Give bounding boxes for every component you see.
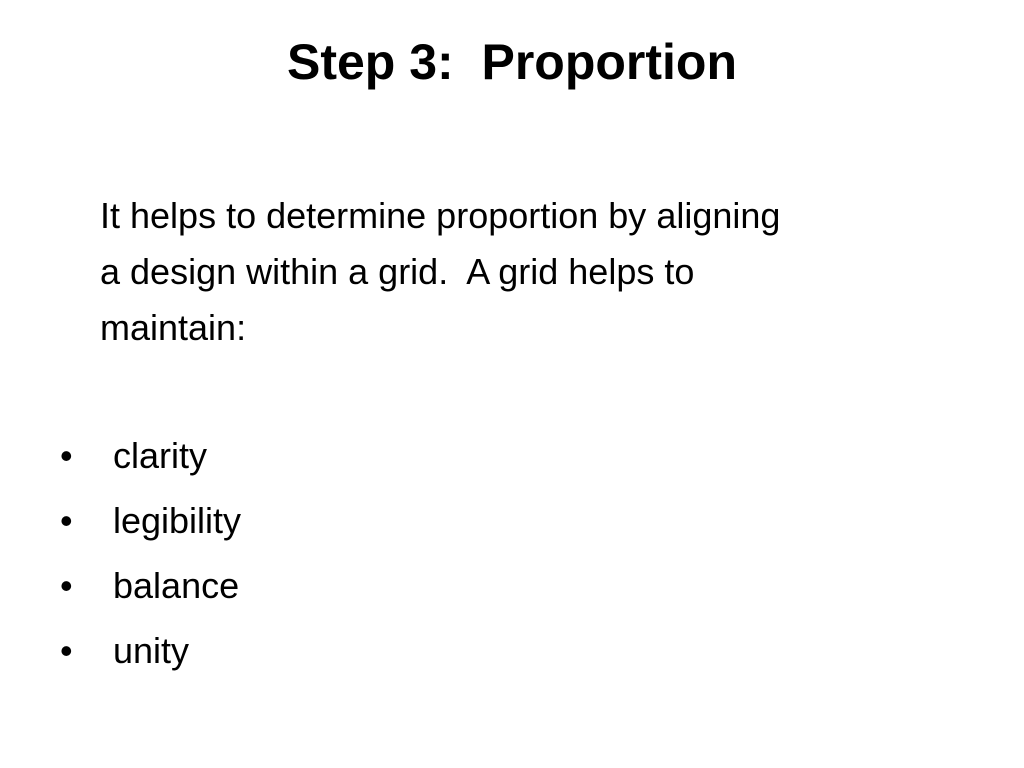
bullet-text: clarity [113, 435, 208, 476]
bullet-icon: • [60, 435, 73, 476]
bullet-text: balance [113, 565, 240, 606]
list-item [60, 423, 241, 488]
bullet-text: legibility [113, 500, 242, 541]
bullet-text: unity [113, 630, 190, 671]
bullet-icon: • [60, 630, 73, 671]
list-item [60, 488, 241, 553]
bullet-list [60, 423, 241, 683]
slide-title: Step 3: Proportion [287, 34, 737, 90]
list-item [60, 618, 241, 683]
bullet-icon: • [60, 565, 73, 606]
bullet-icon: • [60, 500, 73, 541]
list-item [60, 553, 241, 618]
intro-paragraph: It helps to determine proportion by aligning a design within a grid. A grid helps to maintain: [100, 195, 781, 348]
